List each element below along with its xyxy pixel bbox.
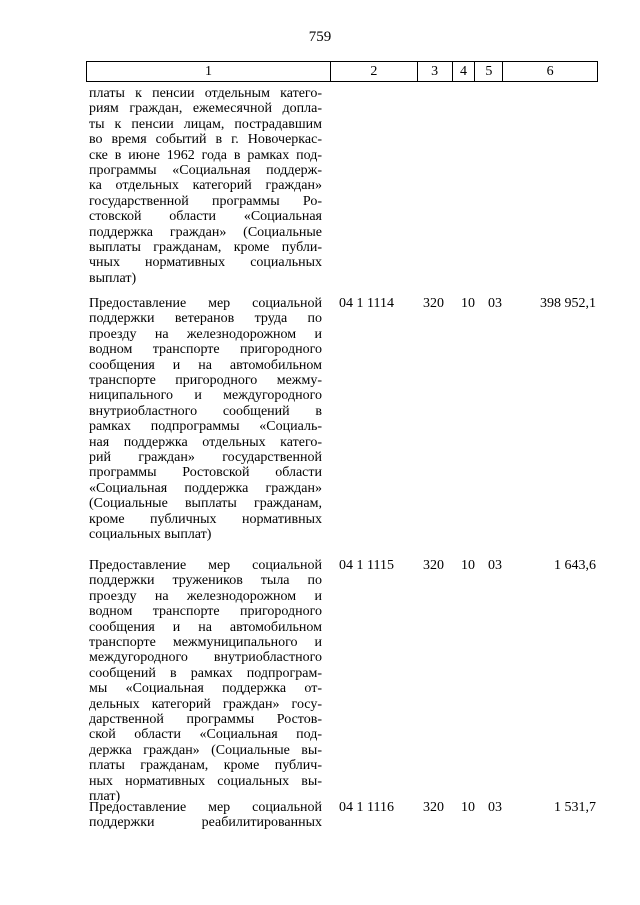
description-line: водном транспорте пригородного xyxy=(89,342,322,358)
header-col-6: 6 xyxy=(546,64,554,79)
description-line: поддержки тружеников тыла по xyxy=(89,573,322,589)
header-col-3: 3 xyxy=(418,62,453,81)
target-code: 04 1 1115 xyxy=(339,558,394,573)
description-line: ты к пенсии лицам, пострадавшим xyxy=(89,116,322,132)
description-line: программы «Социальная поддерж- xyxy=(89,163,322,179)
description-line: (Социальные выплаты гражданам, xyxy=(89,496,322,512)
row-description xyxy=(89,86,322,286)
description-line: ка отдельных категорий граждан» xyxy=(89,178,322,194)
description-line: кроме публичных нормативных xyxy=(89,511,322,527)
description-line: Предоставление мер социальной xyxy=(89,558,322,573)
description-line: междугородного внутриобластного xyxy=(89,650,322,666)
description-line: ниципального и междугородного xyxy=(89,388,322,404)
description-line: Предоставление мер социальной xyxy=(89,800,322,815)
description-line: дельных категорий граждан» госу- xyxy=(89,696,322,712)
header-col-5: 5 xyxy=(475,62,503,81)
description-line: выплаты гражданам, кроме публи- xyxy=(89,240,322,256)
description-line: транспорте межмуниципального и xyxy=(89,635,322,651)
description-line: государственной программы Ро- xyxy=(89,193,322,209)
subsection-code: 03 xyxy=(488,296,502,311)
description-line: сообщений в рамках подпрограм- xyxy=(89,665,322,681)
row-description xyxy=(89,558,322,805)
description-line: рамках подпрограммы «Социаль- xyxy=(89,419,322,435)
description-line: поддержки ветеранов труда по xyxy=(89,311,322,327)
amount: 1 531,7 xyxy=(554,800,596,815)
description-line: водном транспорте пригородного xyxy=(89,604,322,620)
description-line: проезду на железнодорожном и xyxy=(89,588,322,604)
description-line: Предоставление мер социальной xyxy=(89,296,322,311)
description-line: социальных выплат) xyxy=(89,527,212,543)
description-line: чных нормативных социальных xyxy=(89,255,322,271)
subsection-code: 03 xyxy=(488,800,502,815)
expense-type: 320 xyxy=(423,558,444,573)
row-description xyxy=(89,800,322,831)
description-line: поддержка граждан» (Социальные xyxy=(89,224,322,240)
section-code: 10 xyxy=(461,296,475,311)
description-line: поддержки реабилитированных xyxy=(89,815,322,831)
description-line: рий граждан» государственной xyxy=(89,450,322,466)
section-code: 10 xyxy=(461,800,475,815)
description-line: программы Ростовской области xyxy=(89,465,322,481)
description-line: ске в июне 1962 года в рамках под- xyxy=(89,147,322,163)
description-line: «Социальная поддержка граждан» xyxy=(89,480,322,496)
amount: 398 952,1 xyxy=(540,296,596,311)
description-line: ской области «Социальная под- xyxy=(89,727,322,743)
header-col-2: 2 xyxy=(331,62,418,81)
description-line: внутриобластного сообщений в xyxy=(89,403,322,419)
subsection-code: 03 xyxy=(488,558,502,573)
description-line: риям граждан, ежемесячной допла- xyxy=(89,101,322,117)
header-col-1: 1 xyxy=(87,62,331,81)
description-line: стовской области «Социальная xyxy=(89,209,322,225)
description-line: транспорте пригородного межму- xyxy=(89,373,322,389)
description-line: сообщения и на автомобильном xyxy=(89,619,322,635)
expense-type: 320 xyxy=(423,800,444,815)
description-line: выплат) xyxy=(89,270,137,286)
description-line: плат) xyxy=(89,789,121,805)
description-line: ная поддержка отдельных катего- xyxy=(89,434,322,450)
target-code: 04 1 1116 xyxy=(339,800,394,815)
description-line: во время событий в г. Новочеркас- xyxy=(89,132,322,148)
row-description xyxy=(89,296,322,543)
description-line: мы «Социальная поддержка от- xyxy=(89,681,322,697)
table-header xyxy=(86,61,598,82)
description-line: проезду на железнодорожном и xyxy=(89,326,322,342)
page-number: 759 xyxy=(308,29,332,45)
description-line: сообщения и на автомобильном xyxy=(89,357,322,373)
amount: 1 643,6 xyxy=(554,558,596,573)
description-line: платы к пенсии отдельным катего- xyxy=(89,86,322,101)
section-code: 10 xyxy=(461,558,475,573)
description-line: платы гражданам, кроме публич- xyxy=(89,758,322,774)
description-line: ных нормативных социальных вы- xyxy=(89,773,322,789)
header-col-4: 4 xyxy=(453,62,476,81)
description-line: держка граждан» (Социальные вы- xyxy=(89,742,322,758)
target-code: 04 1 1114 xyxy=(339,296,394,311)
description-line: дарственной программы Ростов- xyxy=(89,712,322,728)
expense-type: 320 xyxy=(423,296,444,311)
